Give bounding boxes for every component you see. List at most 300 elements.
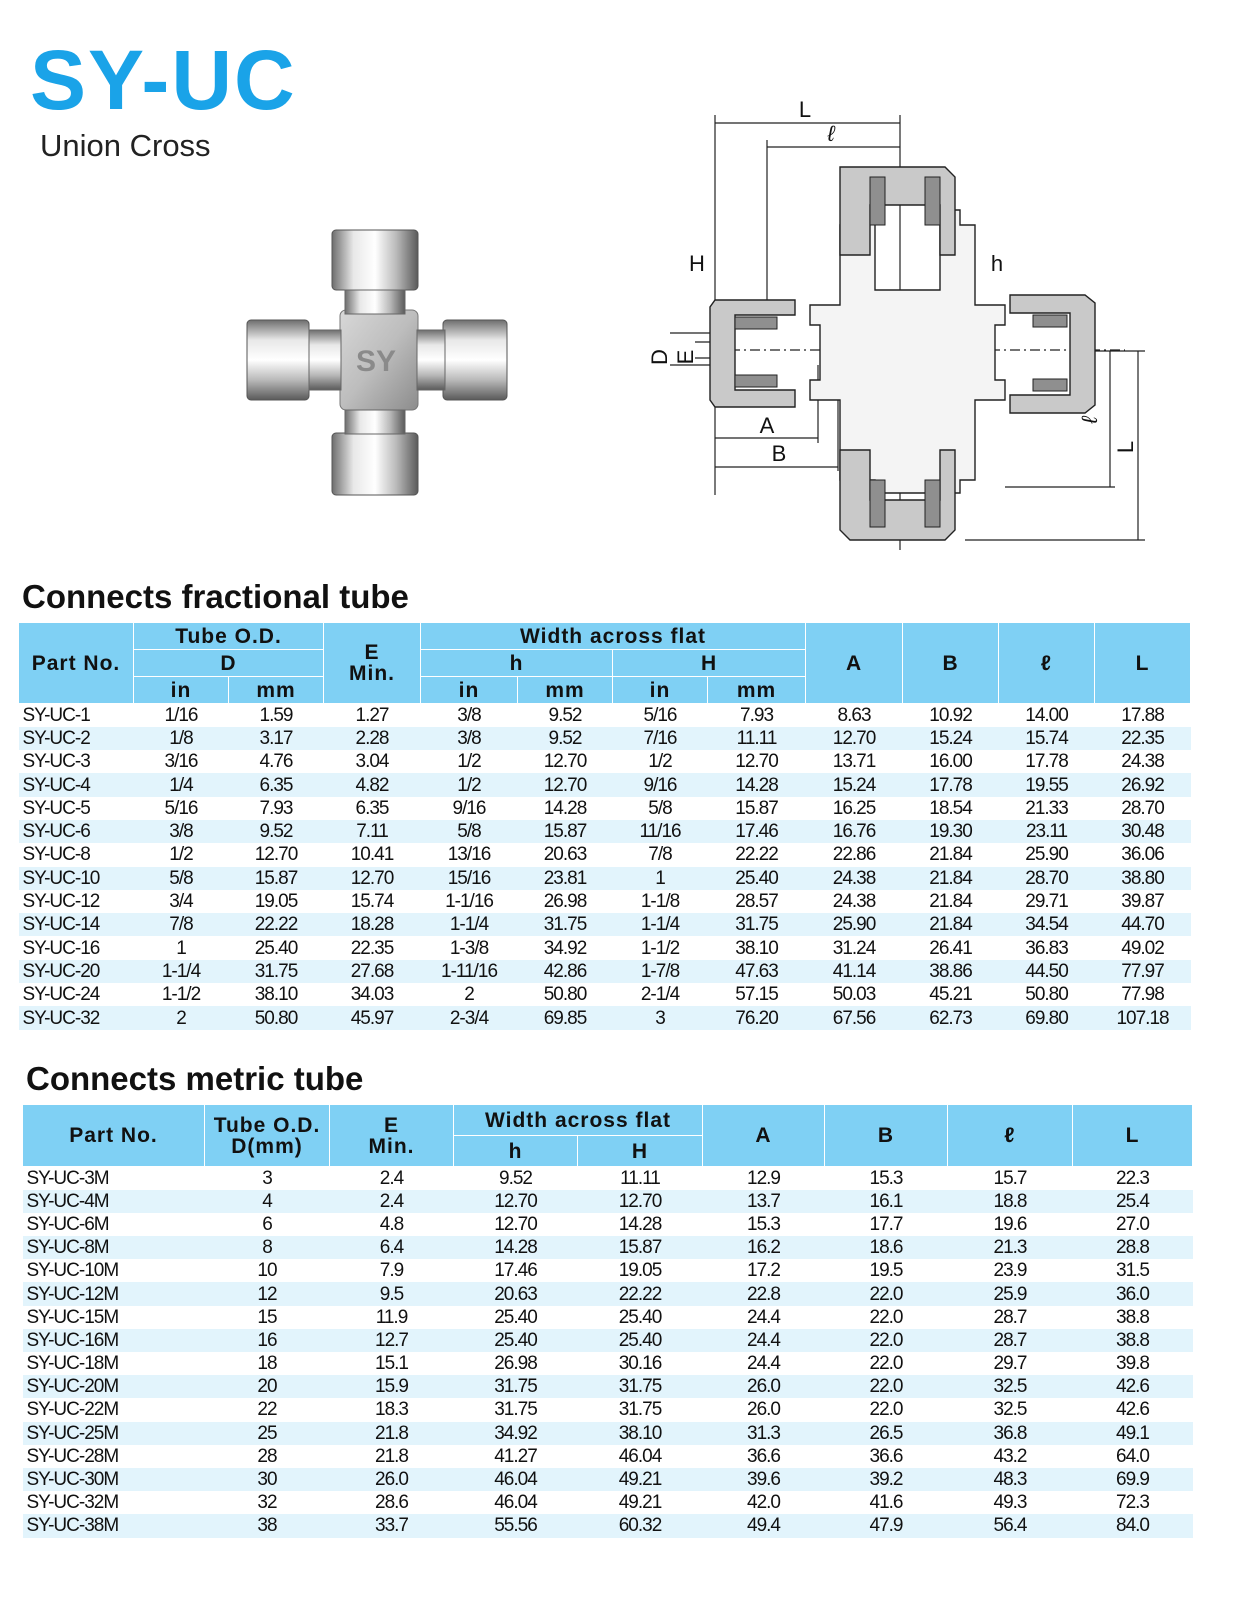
table-cell: 69.9 <box>1073 1468 1193 1491</box>
table-cell: 7/16 <box>613 727 708 750</box>
table-cell: 62.73 <box>903 1006 999 1029</box>
dim-label-H: H <box>689 251 705 276</box>
part-number-cell: SY-UC-3 <box>19 750 134 773</box>
table-cell: 7/8 <box>613 843 708 866</box>
dim-label-A: A <box>759 413 775 438</box>
table-cell: 69.80 <box>999 1006 1095 1029</box>
table-row <box>23 1445 1193 1468</box>
table-row <box>19 983 1191 1006</box>
table-cell: 34.92 <box>518 936 613 959</box>
table-row <box>19 704 1191 727</box>
part-number-cell: SY-UC-12 <box>19 890 134 913</box>
table-cell: 42.6 <box>1073 1375 1193 1398</box>
header-tube-od <box>134 623 324 650</box>
table-cell: 21.8 <box>330 1422 454 1445</box>
table-cell: 69.85 <box>518 1006 613 1029</box>
table-cell: 26.98 <box>518 890 613 913</box>
table-cell: 21.84 <box>903 843 999 866</box>
metric-table-body <box>23 1167 1193 1538</box>
table-row <box>23 1282 1193 1305</box>
table-cell: 42.86 <box>518 960 613 983</box>
metric-header-l-big: L <box>1073 1105 1193 1167</box>
table-cell: 25.90 <box>806 913 903 936</box>
table-cell: 3.17 <box>229 727 324 750</box>
table-cell: 76.20 <box>708 1006 806 1029</box>
header-width-across-flat: Width across flat <box>421 623 806 650</box>
part-number-cell: SY-UC-18M <box>23 1352 205 1375</box>
table-cell: 25.40 <box>454 1306 578 1329</box>
part-number-cell: SY-UC-3M <box>23 1167 205 1190</box>
table-cell: 50.80 <box>229 1006 324 1029</box>
table-cell: 36.83 <box>999 936 1095 959</box>
table-cell: 38 <box>205 1514 330 1537</box>
table-cell: 22.0 <box>825 1329 948 1352</box>
table-cell: 7.11 <box>324 820 421 843</box>
product-code: SY-UC <box>30 33 297 127</box>
part-number-cell: SY-UC-22M <box>23 1398 205 1421</box>
table-cell: 22.35 <box>324 936 421 959</box>
header-e-min <box>324 623 421 704</box>
table-cell: 9/16 <box>613 773 708 796</box>
table-cell: 72.3 <box>1073 1491 1193 1514</box>
table-cell: 9.52 <box>518 727 613 750</box>
table-cell: 31.75 <box>454 1398 578 1421</box>
table-cell: 12 <box>205 1282 330 1305</box>
part-number-cell: SY-UC-32 <box>19 1006 134 1029</box>
table-cell: 39.6 <box>703 1468 825 1491</box>
table-cell: 22.3 <box>1073 1167 1193 1190</box>
table-cell: 38.10 <box>578 1422 703 1445</box>
table-cell: 14.28 <box>518 797 613 820</box>
part-number-cell: SY-UC-30M <box>23 1468 205 1491</box>
table-cell: 57.15 <box>708 983 806 1006</box>
part-number-cell: SY-UC-8 <box>19 843 134 866</box>
table-cell: 16.25 <box>806 797 903 820</box>
table-cell: 38.80 <box>1095 867 1191 890</box>
table-cell: 12.7 <box>330 1329 454 1352</box>
table-cell: 15.24 <box>806 773 903 796</box>
table-cell: 17.2 <box>703 1259 825 1282</box>
table-cell: 17.78 <box>903 773 999 796</box>
table-cell: 22.86 <box>806 843 903 866</box>
table-cell: 34.54 <box>999 913 1095 936</box>
header-d-in: in <box>134 677 229 704</box>
table-cell: 27.0 <box>1073 1213 1193 1236</box>
table-cell: 1-3/8 <box>421 936 518 959</box>
table-cell: 39.2 <box>825 1468 948 1491</box>
part-number-cell: SY-UC-24 <box>19 983 134 1006</box>
table-cell: 8.63 <box>806 704 903 727</box>
table-cell: 60.32 <box>578 1514 703 1537</box>
table-cell: 22.8 <box>703 1282 825 1305</box>
table-cell: 2.4 <box>330 1190 454 1213</box>
table-cell: 19.05 <box>578 1259 703 1282</box>
table-cell: 27.68 <box>324 960 421 983</box>
table-cell: 6.4 <box>330 1236 454 1259</box>
table-cell: 5/8 <box>613 797 708 820</box>
table-cell: 25.40 <box>454 1329 578 1352</box>
table-cell: 23.11 <box>999 820 1095 843</box>
table-cell: 6.35 <box>324 797 421 820</box>
table-cell: 23.81 <box>518 867 613 890</box>
table-row <box>23 1491 1193 1514</box>
table-cell: 56.4 <box>948 1514 1073 1537</box>
table-cell: 25 <box>205 1422 330 1445</box>
table-cell: 33.7 <box>330 1514 454 1537</box>
table-cell: 20.63 <box>454 1282 578 1305</box>
table-cell: 19.5 <box>825 1259 948 1282</box>
header-l-small: ℓ <box>999 623 1095 704</box>
table-cell: 46.04 <box>454 1468 578 1491</box>
table-cell: 7/8 <box>134 913 229 936</box>
photo-logo: SY <box>355 345 397 378</box>
table-row <box>23 1213 1193 1236</box>
table-cell: 12.70 <box>518 773 613 796</box>
table-cell: 18.28 <box>324 913 421 936</box>
table-cell: 1-1/4 <box>421 913 518 936</box>
table-cell: 22.0 <box>825 1282 948 1305</box>
table-cell: 15.3 <box>703 1213 825 1236</box>
table-cell: 32.5 <box>948 1375 1073 1398</box>
header-h-small-mm: mm <box>518 677 613 704</box>
table-cell: 15.74 <box>999 727 1095 750</box>
table-cell: 36.0 <box>1073 1282 1193 1305</box>
table-cell: 50.80 <box>518 983 613 1006</box>
fractional-table-body <box>19 704 1191 1030</box>
table-cell: 49.02 <box>1095 936 1191 959</box>
table-cell: 1/2 <box>421 750 518 773</box>
table-cell: 22.0 <box>825 1306 948 1329</box>
table-cell: 45.97 <box>324 1006 421 1029</box>
table-cell: 18 <box>205 1352 330 1375</box>
table-cell: 1/2 <box>613 750 708 773</box>
table-cell: 21.33 <box>999 797 1095 820</box>
part-number-cell: SY-UC-2 <box>19 727 134 750</box>
table-cell: 1/8 <box>134 727 229 750</box>
table-cell: 12.70 <box>454 1213 578 1236</box>
table-cell: 9/16 <box>421 797 518 820</box>
table-cell: 17.46 <box>708 820 806 843</box>
table-cell: 1-11/16 <box>421 960 518 983</box>
table-cell: 17.46 <box>454 1259 578 1282</box>
table-cell: 49.21 <box>578 1468 703 1491</box>
dim-label-L-side: L <box>1113 440 1138 454</box>
table-cell: 31.75 <box>578 1398 703 1421</box>
part-number-cell: SY-UC-15M <box>23 1306 205 1329</box>
table-cell: 41.27 <box>454 1445 578 1468</box>
table-cell: 19.55 <box>999 773 1095 796</box>
table-cell: 9.52 <box>454 1167 578 1190</box>
table-cell: 25.40 <box>578 1306 703 1329</box>
part-number-cell: SY-UC-25M <box>23 1422 205 1445</box>
table-cell: 36.06 <box>1095 843 1191 866</box>
part-number-cell: SY-UC-10M <box>23 1259 205 1282</box>
table-cell: 11.11 <box>708 727 806 750</box>
table-cell: 26.0 <box>703 1398 825 1421</box>
table-cell: 7.9 <box>330 1259 454 1282</box>
table-cell: 31.75 <box>708 913 806 936</box>
table-cell: 4.82 <box>324 773 421 796</box>
table-cell: 46.04 <box>578 1445 703 1468</box>
table-cell: 21.84 <box>903 913 999 936</box>
table-cell: 12.70 <box>518 750 613 773</box>
table-cell: 17.78 <box>999 750 1095 773</box>
table-cell: 38.10 <box>708 936 806 959</box>
part-number-cell: SY-UC-16M <box>23 1329 205 1352</box>
header-part-no: Part No. <box>19 623 134 704</box>
table-cell: 2 <box>134 1006 229 1029</box>
part-number-cell: SY-UC-20 <box>19 960 134 983</box>
table-row <box>19 820 1191 843</box>
table-cell: 7.93 <box>229 797 324 820</box>
table-cell: 10 <box>205 1259 330 1282</box>
table-cell: 17.88 <box>1095 704 1191 727</box>
metric-header-part-no: Part No. <box>23 1105 205 1167</box>
table-cell: 4 <box>205 1190 330 1213</box>
table-cell: 15.3 <box>825 1167 948 1190</box>
table-row <box>23 1167 1193 1190</box>
table-cell: 10.41 <box>324 843 421 866</box>
table-cell: 25.9 <box>948 1282 1073 1305</box>
table-row <box>23 1375 1193 1398</box>
table-cell: 34.92 <box>454 1422 578 1445</box>
table-cell: 4.76 <box>229 750 324 773</box>
table-cell: 6 <box>205 1213 330 1236</box>
table-cell: 12.70 <box>708 750 806 773</box>
table-cell: 16.76 <box>806 820 903 843</box>
table-cell: 84.0 <box>1073 1514 1193 1537</box>
table-cell: 15 <box>205 1306 330 1329</box>
metric-header-l-small: ℓ <box>948 1105 1073 1167</box>
metric-spec-table <box>22 1104 1193 1538</box>
table-cell: 22.22 <box>708 843 806 866</box>
table-cell: 50.80 <box>999 983 1095 1006</box>
metric-header-h-small: h <box>454 1136 578 1167</box>
table-cell: 29.7 <box>948 1352 1073 1375</box>
table-row <box>19 843 1191 866</box>
table-cell: 32.5 <box>948 1398 1073 1421</box>
table-cell: 15/16 <box>421 867 518 890</box>
table-cell: 16 <box>205 1329 330 1352</box>
table-cell: 12.70 <box>324 867 421 890</box>
part-number-cell: SY-UC-28M <box>23 1445 205 1468</box>
table-cell: 2.28 <box>324 727 421 750</box>
table-cell: 22.35 <box>1095 727 1191 750</box>
table-cell: 39.87 <box>1095 890 1191 913</box>
table-cell: 3 <box>613 1006 708 1029</box>
table-cell: 12.70 <box>454 1190 578 1213</box>
table-cell: 49.21 <box>578 1491 703 1514</box>
table-cell: 64.0 <box>1073 1445 1193 1468</box>
metric-header-e-label: E <box>383 1113 399 1137</box>
part-number-cell: SY-UC-20M <box>23 1375 205 1398</box>
table-cell: 13.71 <box>806 750 903 773</box>
table-cell: 21.84 <box>903 867 999 890</box>
table-cell: 26.41 <box>903 936 999 959</box>
table-cell: 28.57 <box>708 890 806 913</box>
dim-label-B: B <box>771 441 787 466</box>
metric-header-e-min <box>330 1105 454 1167</box>
table-cell: 28.70 <box>1095 797 1191 820</box>
table-cell: 31.24 <box>806 936 903 959</box>
dim-label-l-side: ℓ <box>1077 416 1102 424</box>
table-cell: 67.56 <box>806 1006 903 1029</box>
table-cell: 25.40 <box>229 936 324 959</box>
table-cell: 1/16 <box>134 704 229 727</box>
table-cell: 31.3 <box>703 1422 825 1445</box>
header-d: D <box>134 650 324 677</box>
table-cell: 5/16 <box>613 704 708 727</box>
table-cell: 47.63 <box>708 960 806 983</box>
table-cell: 1-1/16 <box>421 890 518 913</box>
header-tube-od-label: Tube O.D. <box>175 624 282 648</box>
table-cell: 29.71 <box>999 890 1095 913</box>
product-photo <box>245 228 510 498</box>
part-number-cell: SY-UC-10 <box>19 867 134 890</box>
table-row <box>23 1190 1193 1213</box>
part-number-cell: SY-UC-4M <box>23 1190 205 1213</box>
dim-label-D: D <box>647 349 672 365</box>
table-cell: 31.75 <box>518 913 613 936</box>
table-cell: 30.16 <box>578 1352 703 1375</box>
table-cell: 28.6 <box>330 1491 454 1514</box>
table-cell: 22.22 <box>229 913 324 936</box>
header-e-label: E <box>364 641 380 664</box>
header-a: A <box>806 623 903 704</box>
table-cell: 30.48 <box>1095 820 1191 843</box>
table-cell: 3 <box>205 1167 330 1190</box>
table-cell: 18.8 <box>948 1190 1073 1213</box>
section-title-metric: Connects metric tube <box>26 1060 364 1097</box>
table-cell: 43.2 <box>948 1445 1073 1468</box>
table-cell: 1.59 <box>229 704 324 727</box>
table-cell: 41.6 <box>825 1491 948 1514</box>
table-cell: 18.6 <box>825 1236 948 1259</box>
table-cell: 16.2 <box>703 1236 825 1259</box>
table-cell: 2-3/4 <box>421 1006 518 1029</box>
table-row <box>23 1259 1193 1282</box>
table-cell: 15.87 <box>578 1236 703 1259</box>
table-row <box>23 1422 1193 1445</box>
header-h-big: H <box>613 650 806 677</box>
table-cell: 1-1/2 <box>134 983 229 1006</box>
table-row <box>19 867 1191 890</box>
table-cell: 21.8 <box>330 1445 454 1468</box>
section-title-fractional: Connects fractional tube <box>22 578 409 615</box>
table-cell: 22.22 <box>578 1282 703 1305</box>
table-cell: 11.9 <box>330 1306 454 1329</box>
metric-header-a: A <box>703 1105 825 1167</box>
table-cell: 77.98 <box>1095 983 1191 1006</box>
table-cell: 25.40 <box>708 867 806 890</box>
table-cell: 14.00 <box>999 704 1095 727</box>
table-cell: 31.75 <box>454 1375 578 1398</box>
table-cell: 1-1/8 <box>613 890 708 913</box>
part-number-cell: SY-UC-8M <box>23 1236 205 1259</box>
table-cell: 49.4 <box>703 1514 825 1537</box>
table-cell: 24.4 <box>703 1352 825 1375</box>
table-cell: 9.52 <box>518 704 613 727</box>
part-number-cell: SY-UC-4 <box>19 773 134 796</box>
table-cell: 12.70 <box>578 1190 703 1213</box>
table-cell: 20.63 <box>518 843 613 866</box>
table-cell: 1/2 <box>421 773 518 796</box>
table-cell: 6.35 <box>229 773 324 796</box>
table-row <box>19 797 1191 820</box>
table-cell: 11/16 <box>613 820 708 843</box>
table-cell: 49.1 <box>1073 1422 1193 1445</box>
table-cell: 42.6 <box>1073 1398 1193 1421</box>
table-cell: 3/8 <box>421 704 518 727</box>
table-cell: 28 <box>205 1445 330 1468</box>
part-number-cell: SY-UC-5 <box>19 797 134 820</box>
table-cell: 28.8 <box>1073 1236 1193 1259</box>
table-cell: 1-1/2 <box>613 936 708 959</box>
dim-label-h: h <box>990 251 1004 276</box>
table-cell: 22.0 <box>825 1375 948 1398</box>
product-name: Union Cross <box>40 128 211 163</box>
table-cell: 55.56 <box>454 1514 578 1537</box>
table-cell: 11.11 <box>578 1167 703 1190</box>
table-cell: 18.54 <box>903 797 999 820</box>
header-b: B <box>903 623 999 704</box>
table-cell: 21.84 <box>903 890 999 913</box>
table-cell: 28.7 <box>948 1329 1073 1352</box>
table-cell: 42.0 <box>703 1491 825 1514</box>
table-cell: 44.50 <box>999 960 1095 983</box>
table-cell: 107.18 <box>1095 1006 1191 1029</box>
table-cell: 13/16 <box>421 843 518 866</box>
table-cell: 39.8 <box>1073 1352 1193 1375</box>
table-cell: 77.97 <box>1095 960 1191 983</box>
table-cell: 22.0 <box>825 1352 948 1375</box>
table-cell: 15.1 <box>330 1352 454 1375</box>
table-cell: 36.8 <box>948 1422 1073 1445</box>
table-cell: 15.87 <box>518 820 613 843</box>
table-cell: 49.3 <box>948 1491 1073 1514</box>
table-cell: 26.0 <box>703 1375 825 1398</box>
table-cell: 28.7 <box>948 1306 1073 1329</box>
table-cell: 15.74 <box>324 890 421 913</box>
metric-header-h-big: H <box>578 1136 703 1167</box>
part-number-cell: SY-UC-38M <box>23 1514 205 1537</box>
table-row <box>19 936 1191 959</box>
table-cell: 12.9 <box>703 1167 825 1190</box>
table-cell: 24.4 <box>703 1329 825 1352</box>
table-cell: 14.28 <box>578 1213 703 1236</box>
table-cell: 48.3 <box>948 1468 1073 1491</box>
table-row <box>19 727 1191 750</box>
part-number-cell: SY-UC-32M <box>23 1491 205 1514</box>
table-cell: 12.70 <box>229 843 324 866</box>
technical-drawing <box>647 95 1195 565</box>
table-cell: 38.10 <box>229 983 324 1006</box>
table-cell: 2.4 <box>330 1167 454 1190</box>
table-row <box>19 890 1191 913</box>
table-cell: 38.8 <box>1073 1306 1193 1329</box>
table-cell: 44.70 <box>1095 913 1191 936</box>
table-cell: 1-1/4 <box>613 913 708 936</box>
table-cell: 1/2 <box>134 843 229 866</box>
table-row <box>19 913 1191 936</box>
table-cell: 2 <box>421 983 518 1006</box>
table-cell: 15.87 <box>708 797 806 820</box>
table-cell: 15.87 <box>229 867 324 890</box>
table-cell: 9.5 <box>330 1282 454 1305</box>
table-row <box>23 1352 1193 1375</box>
header-h-small: h <box>421 650 613 677</box>
part-number-cell: SY-UC-16 <box>19 936 134 959</box>
